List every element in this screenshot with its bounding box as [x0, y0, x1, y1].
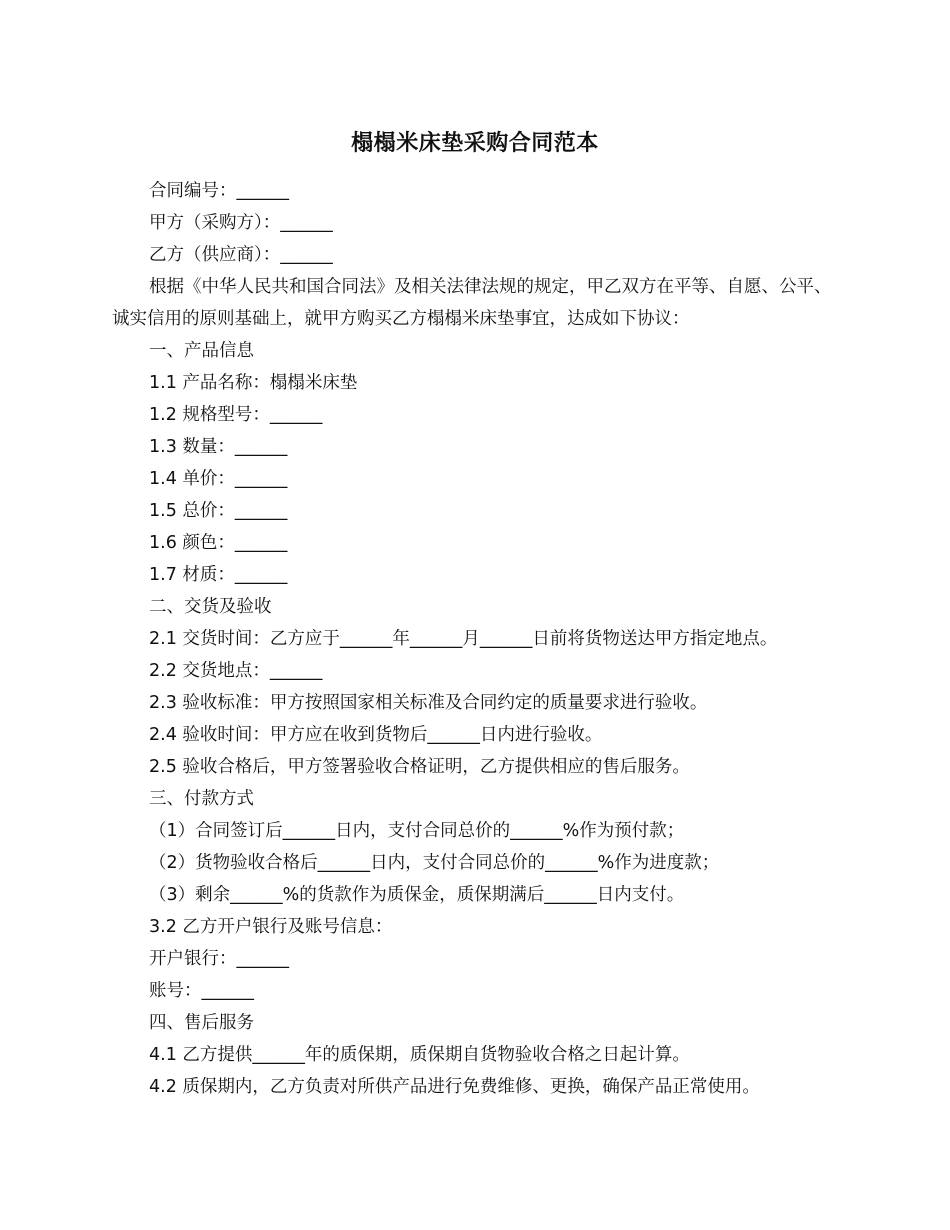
clause-4-1: 4.1 乙方提供______年的质保期，质保期自货物验收合格之日起计算。 — [149, 1045, 690, 1065]
clause-2-2: 2.2 交货地点：______ — [149, 661, 323, 681]
clause-1-5: 1.5 总价：______ — [149, 501, 288, 521]
clause-1-4: 1.4 单价：______ — [149, 469, 288, 489]
section-heading-delivery: 二、交货及验收 — [149, 597, 272, 617]
clause-2-1: 2.1 交货时间：乙方应于______年______月______日前将货物送达甲方指定地点。 — [149, 629, 778, 649]
preamble-paragraph: 根据《中华人民共和国合同法》及相关法律法规的规定，甲乙双方在平等、自愿、公平、诚实信用的原则基础上，就甲方购买乙方榻榻米床垫事宜，达成如下协议： — [112, 277, 832, 329]
clause-2-3: 2.3 验收标准：甲方按照国家相关标准及合同约定的质量要求进行验收。 — [149, 693, 708, 713]
clause-1-1: 1.1 产品名称：榻榻米床垫 — [149, 373, 358, 393]
section-heading-after-sales: 四、售后服务 — [149, 1013, 254, 1033]
clause-1-3: 1.3 数量：______ — [149, 437, 288, 457]
clause-1-7: 1.7 材质：______ — [149, 565, 288, 585]
document-body — [112, 175, 842, 1103]
contract-number-line: 合同编号：______ — [149, 181, 289, 201]
section-heading-product: 一、产品信息 — [149, 341, 254, 361]
bank-name-line: 开户银行：______ — [149, 949, 289, 969]
payment-item-1: （1）合同签订后______日内，支付合同总价的______%作为预付款； — [149, 821, 685, 841]
section-heading-payment: 三、付款方式 — [149, 789, 254, 809]
party-a-line: 甲方（采购方）：______ — [149, 213, 333, 233]
clause-3-2: 3.2 乙方开户银行及账号信息： — [149, 917, 393, 937]
clause-4-2: 4.2 质保期内，乙方负责对所供产品进行免费维修、更换，确保产品正常使用。 — [149, 1077, 760, 1097]
clause-1-6: 1.6 颜色：______ — [149, 533, 288, 553]
clause-2-5: 2.5 验收合格后，甲方签署验收合格证明，乙方提供相应的售后服务。 — [149, 757, 690, 777]
document-title: 榻榻米床垫采购合同范本 — [351, 131, 599, 156]
clause-1-2: 1.2 规格型号：______ — [149, 405, 323, 425]
clause-2-4: 2.4 验收时间：甲方应在收到货物后______日内进行验收。 — [149, 725, 603, 745]
party-b-line: 乙方（供应商）：______ — [149, 245, 333, 265]
payment-item-3: （3）剩余______%的货款作为质保金，质保期满后______日内支付。 — [149, 885, 685, 905]
account-number-line: 账号：______ — [149, 981, 254, 1001]
payment-item-2: （2）货物验收合格后______日内，支付合同总价的______%作为进度款； — [149, 853, 720, 873]
